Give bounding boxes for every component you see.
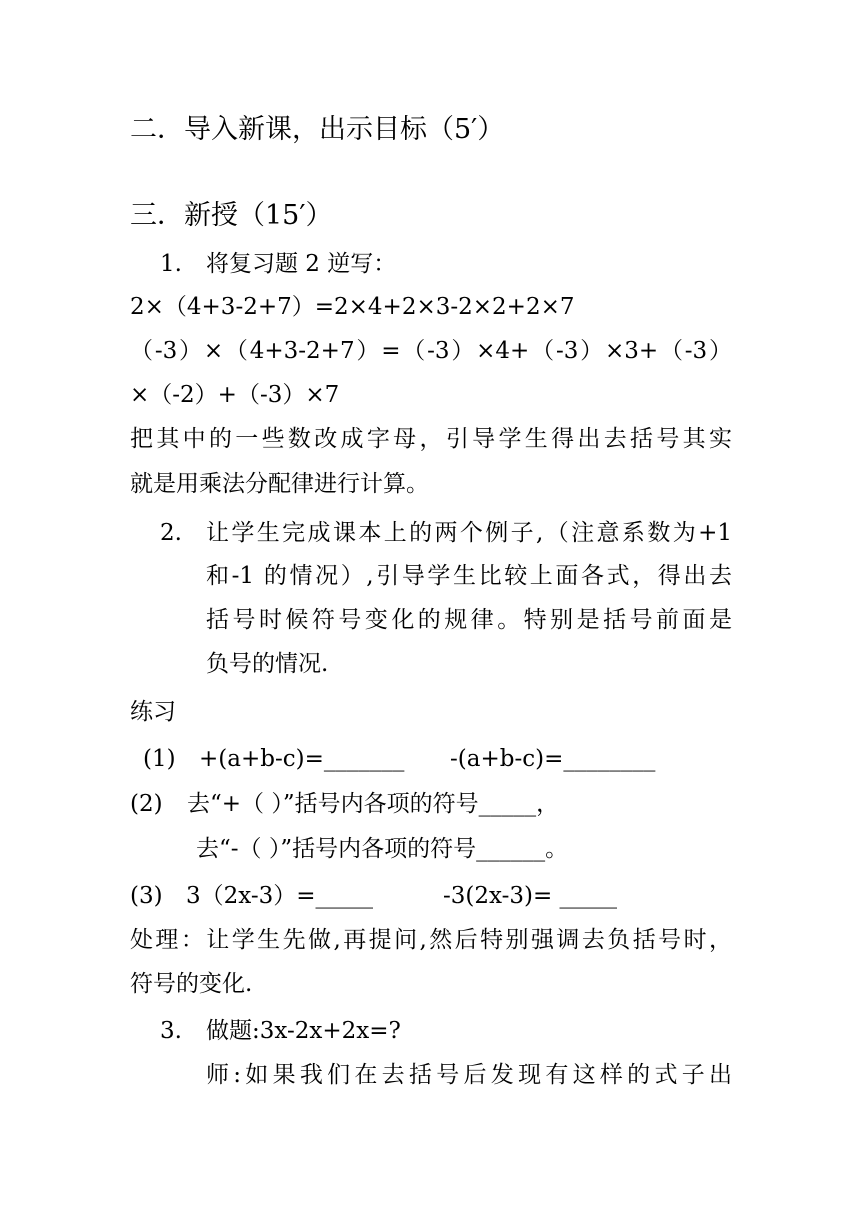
practice-1-expr-a: +(a+b-c)=_______ [199,746,405,772]
practice-title: 练习 [130,699,176,725]
practice-3-expr-b: -3(2x-3)= _____ [443,883,618,909]
item-2-number: 2. [160,520,182,546]
item-1-number: 1. [160,251,182,277]
item-1-text: 将复习题 2 逆写： [206,251,397,277]
item-2-line-4: 负号的情况. [206,651,329,677]
item-2-line-3: 括号时候符号变化的规律。特别是括号前面是 [206,607,732,633]
paragraph-line-1: 把其中的一些数改成字母，引导学生得出去括号其实 [130,426,732,452]
item-3-line-2: 师:如果我们在去括号后发现有这样的式子出 [206,1062,732,1088]
equation-2-line-2: ×（-2）+（-3）×7 [130,382,340,408]
item-3-number: 3. [160,1018,182,1044]
section-heading-3: 三．新授（15′） [130,200,333,231]
item-3-text: 做题:3x-2x+2x=? [206,1018,401,1044]
practice-2-line-a: 去“+（ ）”括号内各项的符号_____， [187,791,560,817]
equation-2-line-1: （-3）×（4+3-2+7）=（-3）×4+（-3）×3+（-3） [130,338,732,364]
practice-2-number: (2) [130,791,163,817]
practice-3-number: (3) [130,883,163,909]
handling-line-2: 符号的变化. [130,971,253,997]
practice-3-expr-a: 3（2x-3）=_____ [186,883,374,909]
section-heading-2: 二．导入新课，出示目标（5′） [130,114,505,145]
paragraph-line-2: 就是用乘法分配律进行计算。 [130,471,429,497]
handling-line-1: 处理：让学生先做,再提问,然后特别强调去负括号时， [130,927,732,953]
practice-2-line-b: 去“-（ ）”括号内各项的符号______。 [196,836,569,862]
practice-1-number: (1) [143,746,176,772]
item-2-line-2: 和-1 的情况）,引导学生比较上面各式，得出去 [206,563,732,589]
equation-1: 2×（4+3-2+7）=2×4+2×3-2×2+2×7 [130,294,575,320]
item-2-line-1: 让学生完成课本上的两个例子,（注意系数为+1 [206,520,732,546]
practice-1-expr-b: -(a+b-c)=________ [450,746,656,772]
